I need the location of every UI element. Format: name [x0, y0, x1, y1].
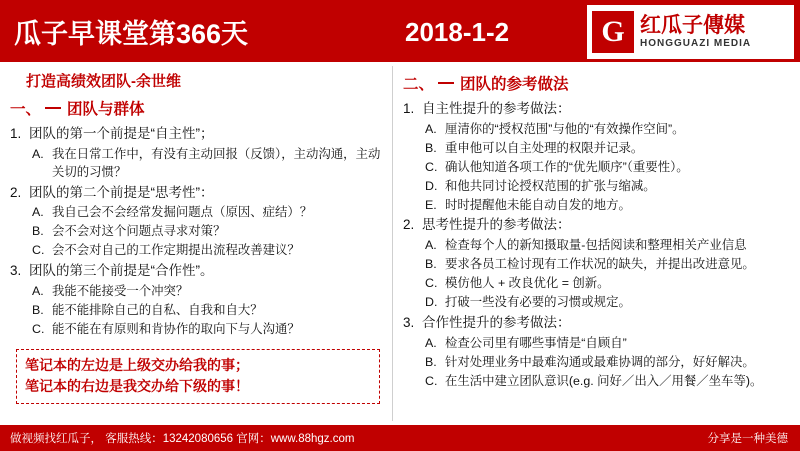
list-marker: D. [425, 295, 438, 309]
list-marker: 2. [10, 184, 22, 200]
list-marker: B. [425, 140, 437, 155]
left-column [0, 62, 392, 425]
note-line: 笔记本的右边是我交办给下级的事！ [25, 377, 249, 394]
list-item [403, 335, 792, 353]
list-marker: B. [32, 224, 44, 239]
list-marker: A. [32, 205, 44, 220]
list-marker: A. [32, 283, 44, 298]
list-item [10, 204, 384, 222]
highlight-note [16, 349, 380, 404]
list-text: 厘清你的“授权范围”与他的“有效操作空间”。 [445, 121, 685, 136]
slide-content [0, 62, 800, 425]
list-item [403, 121, 792, 139]
left-section-number: 一、 [10, 101, 42, 118]
logo-name-en: HONGGUAZI MEDIA [640, 37, 752, 49]
left-section-heading [10, 97, 384, 119]
footer-contact: 做视频找红瓜子， 客服热线：13242080656 官网：www.88hgz.com [10, 433, 355, 445]
list-marker: C. [32, 321, 45, 336]
list-text: 合作性提升的参考做法： [422, 314, 571, 330]
logo-text [640, 15, 751, 50]
note-line: 笔记本的左边是上级交办给我的事； [25, 356, 249, 373]
list-marker: 3. [403, 314, 415, 330]
list-text: 自主性提升的参考做法： [422, 101, 571, 116]
list-text: 团队的第三个前提是“合作性”。 [29, 263, 214, 279]
list-text: 模仿他人 + 改良优化 = 创新。 [445, 276, 610, 291]
list-item [403, 294, 792, 312]
page-title: 瓜子早课堂第366天 [14, 18, 249, 49]
list-item [403, 140, 792, 158]
list-item [403, 354, 792, 372]
list-text: 确认他知道各项工作的“优先顺序”（重要性）。 [445, 159, 689, 174]
list-text: 打破一些没有必要的习惯或规定。 [445, 295, 631, 309]
list-item [403, 256, 792, 274]
list-text: 能不能在有原则和肯协作的取向下与人沟通？ [52, 321, 300, 336]
list-text: 会不会对这个问题点寻求对策？ [52, 224, 226, 239]
list-text: 在生活中建立团队意识(e.g. 问好／出入／用餐／坐车等)。 [445, 373, 763, 388]
list-item [403, 197, 792, 215]
list-marker: B. [32, 302, 44, 317]
page-date: 2018-1-2 [405, 17, 510, 47]
list-item [10, 124, 384, 144]
list-item [403, 275, 792, 293]
list-text: 思考性提升的参考做法： [422, 217, 571, 233]
list-marker: C. [425, 159, 438, 174]
list-marker: A. [425, 238, 437, 253]
list-text: 检查公司里有哪些事情是“自顾自” [445, 335, 627, 350]
list-text: 和他共同讨论授权范围的扩张与缩减。 [445, 178, 656, 193]
list-item [10, 146, 384, 182]
list-item [10, 242, 384, 260]
section-rule-icon [45, 107, 61, 109]
list-marker: 1. [10, 126, 22, 141]
list-text: 团队的第二个前提是“思考性”： [29, 184, 214, 200]
list-marker: A. [425, 121, 437, 136]
list-marker: C. [425, 373, 438, 388]
list-item [10, 223, 384, 241]
left-section-title: 团队与群体 [67, 101, 145, 118]
list-item [403, 313, 792, 333]
list-item [10, 302, 384, 320]
list-text: 重申他可以自主处理的权限并记录。 [445, 140, 644, 155]
list-item [403, 373, 792, 391]
list-text: 时时提醒他未能自动自发的地方。 [445, 197, 631, 212]
right-section-heading [403, 72, 792, 94]
list-text: 针对处理业务中最难沟通或最难协调的部分，好好解决。 [445, 354, 755, 369]
list-item [403, 178, 792, 196]
list-marker: A. [32, 146, 44, 161]
logo-name-cn: 红瓜子傳媒 [640, 13, 745, 37]
list-marker: E. [425, 197, 437, 212]
list-item [10, 321, 384, 339]
list-item [403, 99, 792, 119]
page-footer [0, 425, 800, 451]
list-marker: D. [425, 178, 438, 193]
list-item [403, 159, 792, 177]
list-text: 我在日常工作中，有没有主动回报（反馈），主动沟通，主动关切的习惯？ [52, 146, 381, 179]
list-item [10, 183, 384, 203]
list-text: 要求各员工检讨现有工作状况的缺失，并提出改进意见。 [445, 257, 755, 272]
list-marker: C. [425, 276, 438, 291]
list-text: 团队的第一个前提是“自主性”； [29, 126, 214, 141]
list-text: 我能不能接受一个冲突？ [52, 283, 189, 298]
section-rule-icon [438, 82, 454, 84]
list-text: 能不能排除自己的自私、自我和自大？ [52, 302, 263, 317]
lecture-subtitle: 打造高绩效团队-余世维 [26, 73, 181, 90]
page-header [0, 0, 800, 62]
list-marker: B. [425, 257, 437, 272]
list-item [403, 215, 792, 235]
list-marker: 3. [10, 263, 22, 279]
list-marker: B. [425, 354, 437, 369]
logo-mark-icon: G [592, 11, 634, 53]
list-marker: C. [32, 243, 45, 258]
right-section-number: 二、 [403, 76, 435, 93]
list-item [10, 283, 384, 301]
list-marker: 2. [403, 217, 415, 233]
right-section-title: 团队的参考做法 [460, 76, 569, 93]
brand-logo [587, 5, 794, 59]
list-item [403, 237, 792, 255]
list-text: 检查每个人的新知摄取量-包括阅读和整理相关产业信息 [445, 238, 747, 253]
list-text: 会不会对自己的工作定期提出流程改善建议？ [52, 243, 300, 258]
list-marker: A. [425, 335, 437, 350]
list-text: 我自己会不会经常发掘问题点（原因、症结）？ [52, 205, 313, 220]
list-item [10, 261, 384, 281]
footer-slogan: 分享是一种美德 [707, 433, 788, 445]
list-marker: 1. [403, 101, 415, 116]
right-column [393, 62, 800, 425]
